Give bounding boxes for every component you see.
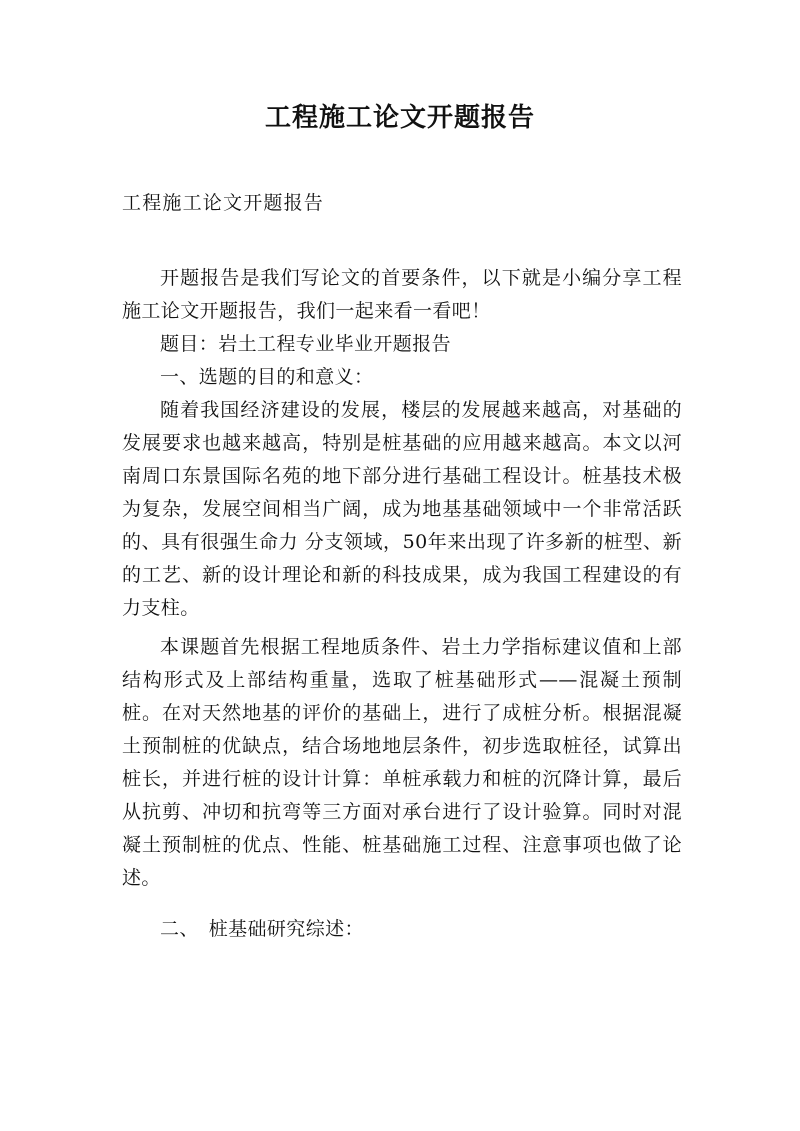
document-subtitle: 工程施工论文开题报告 xyxy=(122,192,325,214)
topic-heading: 题目：岩土工程专业毕业开题报告 xyxy=(160,333,452,355)
purpose-paragraph: 随着我国经济建设的发展，楼层的发展越来越高，对基础的发展要求也越来越高，特别是桩基础的应用越来越高。本文以河南周口东景国际名苑的地下部分进行基础工程设计。桩基技术极为复杂，发展空间相当广阔，成为地基基础领域中一个非常活跃的、具有很强生命力 分支领域，50年来出现了许多新的桩型、新的工艺、新的设计理论和新的科技成果，成为我国工程建设的有力支柱。 xyxy=(122,399,682,619)
method-paragraph: 本课题首先根据工程地质条件、岩土力学指标建议值和上部结构形式及上部结构重量，选取了桩基础形式——混凝土预制桩。在对天然地基的评价的基础上，进行了成桩分析。根据混凝土预制桩的优缺点，结合场地地层条件，初步选取桩径，试算出桩长，并进行桩的设计计算：单桩承载力和桩的沉降计算，最后从抗剪、冲切和抗弯等三方面对承台进行了设计验算。同时对混凝土预制桩的优点、性能、桩基础施工过程、注意事项也做了论述。 xyxy=(122,636,682,889)
intro-paragraph: 开题报告是我们写论文的首要条件，以下就是小编分享工程施工论文开题报告，我们一起来看一看吧！ xyxy=(122,267,682,322)
document-body xyxy=(122,262,682,946)
document-title: 工程施工论文开题报告 xyxy=(264,103,535,133)
section-heading-review: 二、 桩基础研究综述： xyxy=(160,918,364,940)
section-heading-purpose: 一、选题的目的和意义： xyxy=(160,366,374,388)
